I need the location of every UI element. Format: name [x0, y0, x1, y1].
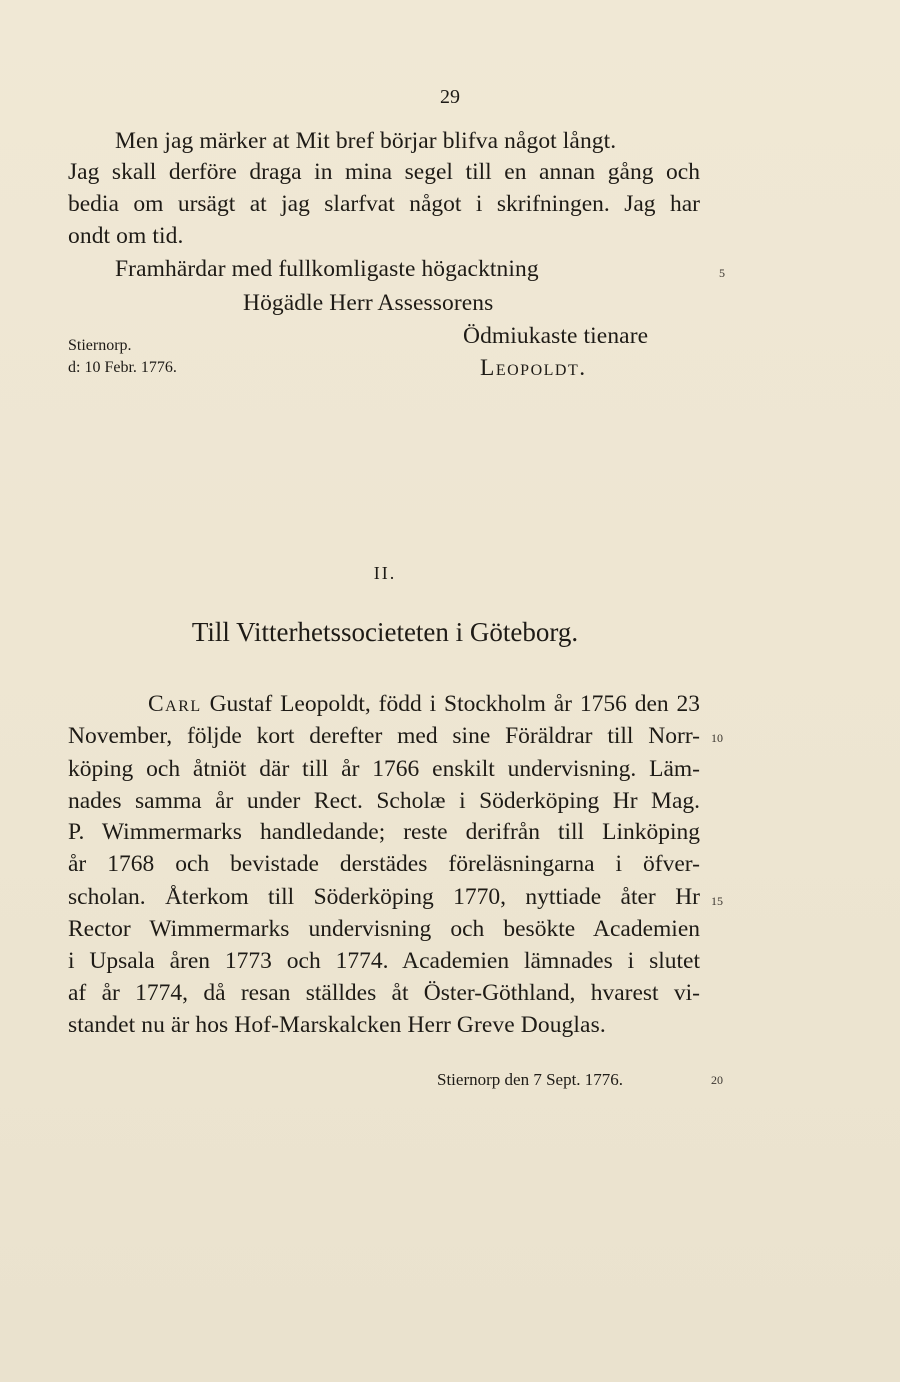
- page-number: 29: [440, 86, 460, 108]
- body-line-1: [148, 691, 700, 718]
- body-line-11: standet nu är hos Hof-Marskalcken Herr Greve Douglas.: [68, 1012, 606, 1038]
- margin-line-number-5: 5: [719, 266, 725, 280]
- body-line-10: af år 1774, då resan ställdes åt Öster-Göthland, hvarest vi-: [68, 980, 700, 1006]
- body-first-word: Carl: [148, 691, 202, 717]
- body-line-3: köping och åtniöt där till år 1766 enskilt undervisning. Läm-: [68, 756, 700, 782]
- body-line-8: Rector Wimmermarks undervisning och besökte Academien: [68, 916, 700, 942]
- letter-signature: Leopoldt.: [480, 355, 587, 381]
- margin-line-number-20: 20: [711, 1073, 723, 1087]
- body-line-1-text: Gustaf Leopoldt, född i Stockholm år 1756 den 23: [209, 691, 701, 717]
- dateline: Stiernorp den 7 Sept. 1776.: [437, 1070, 624, 1089]
- margin-line-number-10: 10: [711, 731, 723, 745]
- letter-line-4: ondt om tid.: [68, 223, 184, 249]
- letter-line-2: Jag skall derföre draga in mina segel till en annan gång och: [68, 159, 700, 185]
- body-line-5: P. Wimmermarks handledande; reste derifrån till Linköping: [68, 819, 700, 845]
- body-line-7: scholan. Återkom till Söderköping 1770, nyttiade åter Hr: [68, 884, 700, 910]
- letter-closing: Framhärdar med fullkomligaste högacktning: [115, 256, 539, 282]
- letter-salutation: Högädle Herr Assessorens: [243, 290, 494, 316]
- letter-date: d: 10 Febr. 1776.: [68, 359, 177, 376]
- section-number: II.: [373, 563, 397, 583]
- body-line-9: i Upsala åren 1773 och 1774. Academien lämnades i slutet: [68, 948, 700, 974]
- letter-place: Stiernorp.: [68, 337, 132, 354]
- letter-line-3: bedia om ursägt at jag slarfvat något i skrifningen. Jag har: [68, 191, 700, 217]
- body-line-6: år 1768 och bevistade derstädes föreläsningarna i öfver-: [68, 851, 700, 877]
- body-line-4: nades samma år under Rect. Scholæ i Söderköping Hr Mag.: [68, 788, 700, 814]
- margin-line-number-15: 15: [711, 894, 723, 908]
- letter-line-1: Men jag märker at Mit bref börjar blifva något långt.: [115, 128, 617, 154]
- body-line-2: November, följde kort derefter med sine Föräldrar till Norr-: [68, 723, 700, 749]
- letter-humble: Ödmiukaste tienare: [463, 323, 649, 349]
- section-heading: Till Vitterhetssocieteten i Göteborg.: [191, 617, 579, 647]
